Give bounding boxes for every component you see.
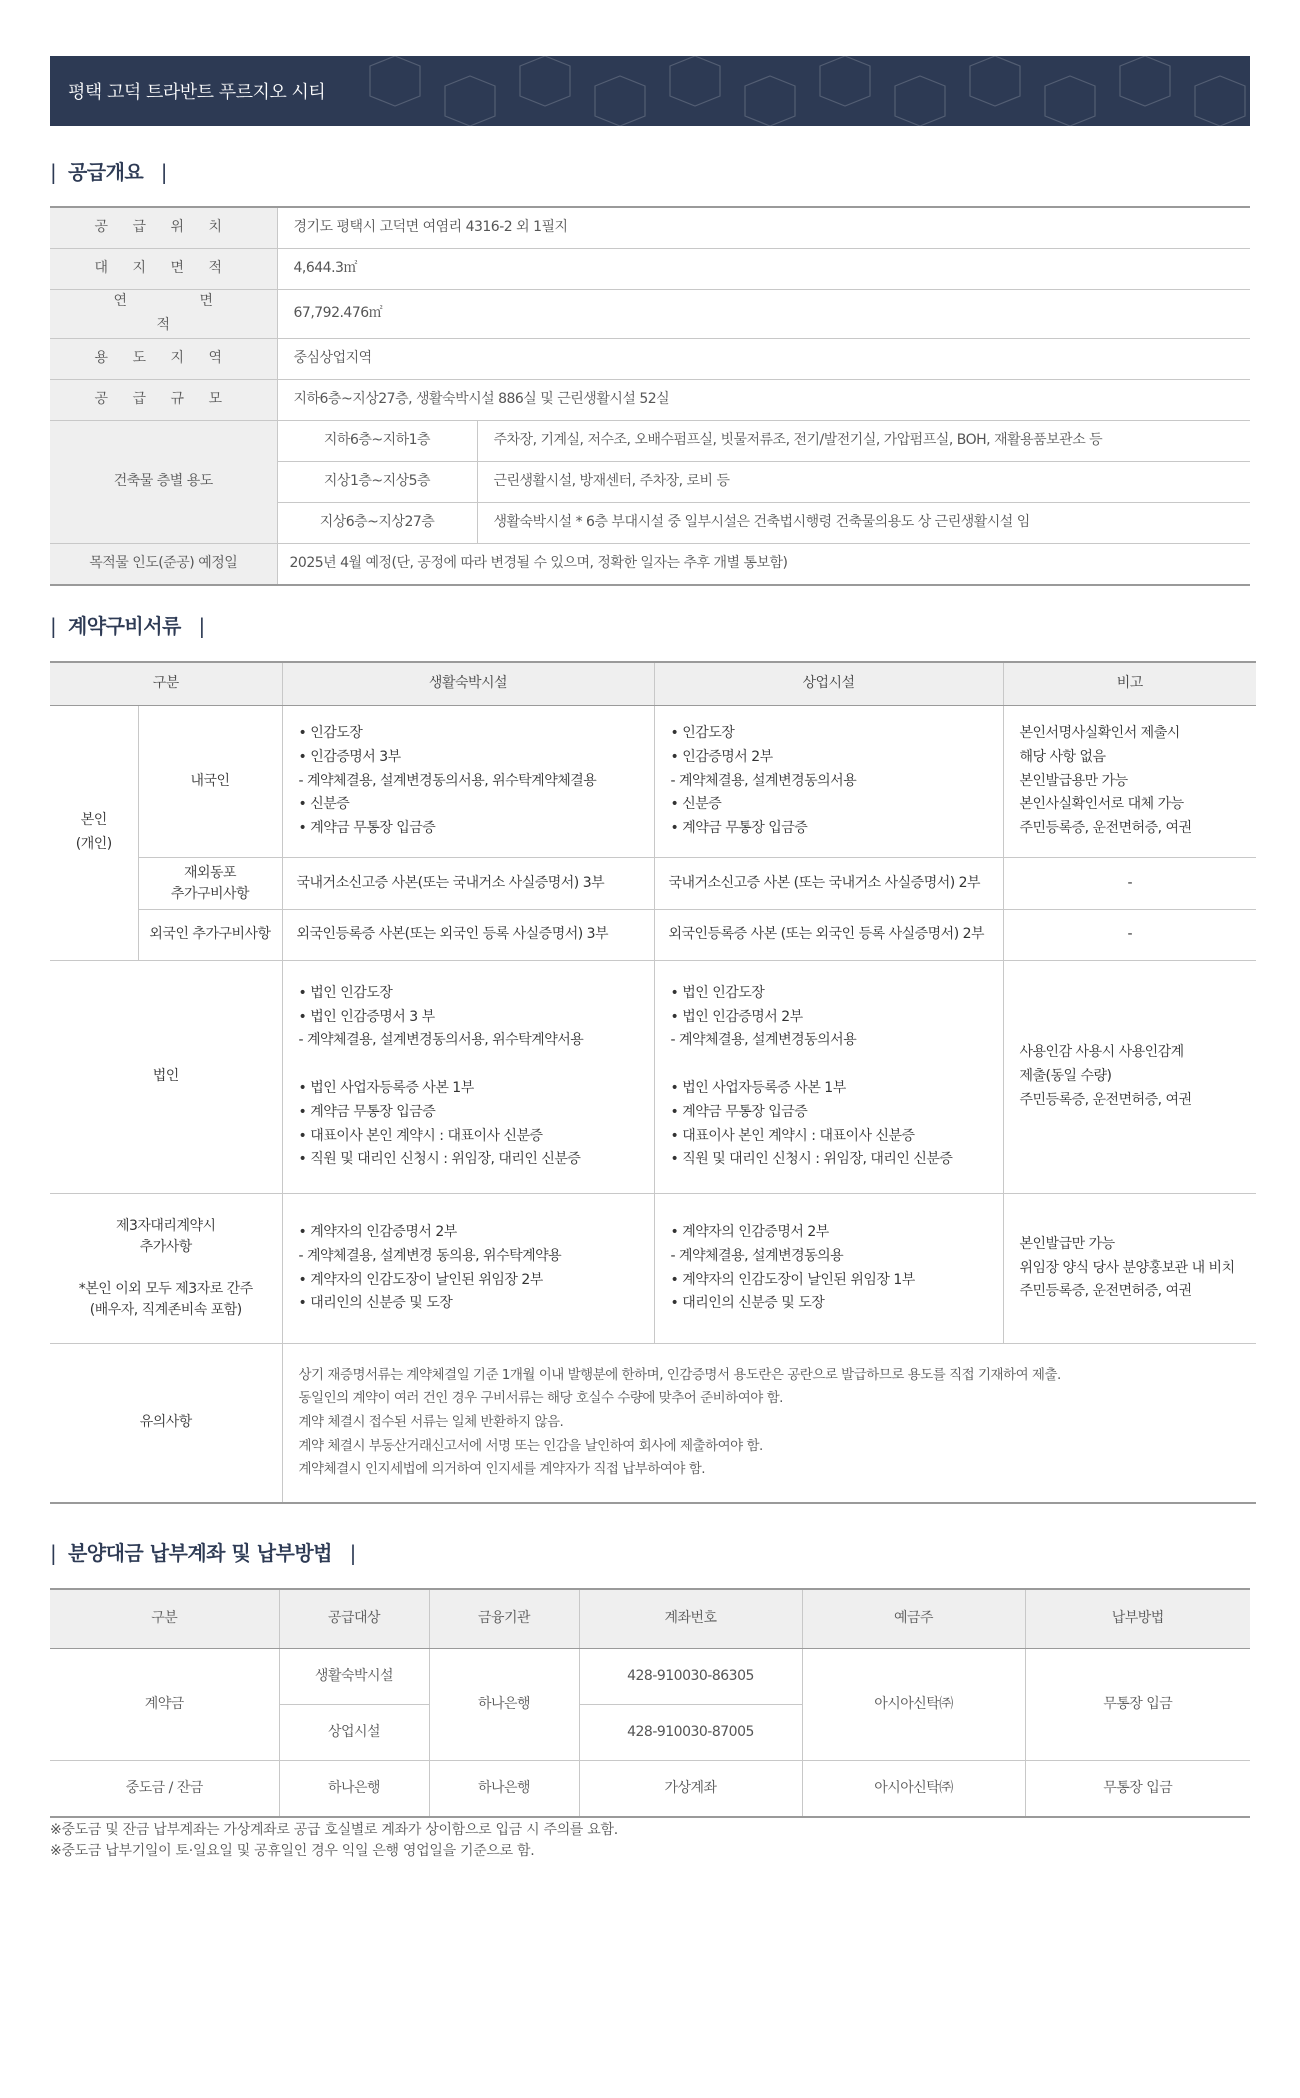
floor-use: 생활숙박시설 * 6층 부대시설 중 일부시설은 건축법시행령 건축물의용도 상 근린생활시설 임 xyxy=(477,502,1250,543)
foreigner-commercial: 외국인등록증 사본 (또는 외국인 등록 사실증명서) 2부 xyxy=(654,910,1003,961)
interim-method: 무통장 입금 xyxy=(1025,1761,1250,1818)
interim-target: 하나은행 xyxy=(279,1761,429,1818)
row-label: 연 면 적 xyxy=(50,290,277,339)
deposit-account-residence: 428-910030-86305 xyxy=(579,1649,802,1705)
floor-range: 지상1층~지상5층 xyxy=(277,461,477,502)
table-row xyxy=(50,379,1250,420)
foreigner-residence: 외국인등록증 사본(또는 외국인 등록 사실증명서) 3부 xyxy=(282,910,654,961)
interim-bank: 하나은행 xyxy=(429,1761,579,1818)
row-value: 중심상업지역 xyxy=(277,338,1250,379)
overseas-residence: 국내거소신고증 사본(또는 국내거소 사실증명서) 3부 xyxy=(282,858,654,910)
header-bank: 금융기관 xyxy=(429,1589,579,1649)
table-header-row xyxy=(50,1589,1250,1649)
deposit-target-commercial: 상업시설 xyxy=(279,1705,429,1761)
section-title-supply: | 공급개요 | xyxy=(50,160,168,184)
supply-overview-table xyxy=(50,206,1250,586)
table-row xyxy=(50,1344,1256,1503)
header-account: 계좌번호 xyxy=(579,1589,802,1649)
row-value: 67,792.476㎡ xyxy=(277,290,1250,339)
deposit-label: 계약금 xyxy=(50,1649,279,1761)
row-value: 4,644.3㎡ xyxy=(277,249,1250,290)
row-value: 경기도 평택시 고덕면 여염리 4316-2 외 1필지 xyxy=(277,207,1250,249)
table-row xyxy=(50,543,1250,585)
row-label: 대 지 면 적 xyxy=(50,249,277,290)
domestic-residence: • 인감도장 • 인감증명서 3부 - 계약체결용, 설계변경동의서용, 위수탁계약체결용 • 신분증 • 계약금 무통장 입금증 xyxy=(282,706,654,858)
table-row xyxy=(50,290,1250,339)
overseas-commercial: 국내거소신고증 사본 (또는 국내거소 사실증명서) 2부 xyxy=(654,858,1003,910)
corporate-commercial: • 법인 인감도장 • 법인 인감증명서 2부 - 계약체결용, 설계변경동의서용 • 법인 사업자등록증 사본 1부 • 계약금 무통장 입금증 • 대표이사 본인 계약시 : 대표이사 신분증 • 직원 및 대리인 신청시 : 위임장, 대리인 신분증 xyxy=(654,961,1003,1194)
header-residence: 생활숙박시설 xyxy=(282,662,654,706)
floor-range: 지상6층~지상27층 xyxy=(277,502,477,543)
table-row xyxy=(50,910,1256,961)
row-label: 목적물 인도(준공) 예정일 xyxy=(50,543,277,585)
domestic-remarks: 본인서명사실확인서 제출시 해당 사항 없음 본인발급용만 가능 본인사실확인서로 대체 가능 주민등록증, 운전면허증, 여권 xyxy=(1003,706,1256,858)
header-method: 납부방법 xyxy=(1025,1589,1250,1649)
header-target: 공급대상 xyxy=(279,1589,429,1649)
overseas-label: 재외동포 추가구비사항 xyxy=(138,858,282,910)
section-title-payment: | 분양대금 납부계좌 및 납부방법 | xyxy=(50,1541,356,1565)
domestic-commercial: • 인감도장 • 인감증명서 2부 - 계약체결용, 설계변경동의서용 • 신분증 • 계약금 무통장 입금증 xyxy=(654,706,1003,858)
table-row xyxy=(50,961,1256,1194)
table-row xyxy=(50,858,1256,910)
third-party-label: 제3자대리계약시 추가사항 *본인 이외 모두 제3자로 간주 (배우자, 직계존비속 포함) xyxy=(50,1194,282,1344)
deposit-bank: 하나은행 xyxy=(429,1649,579,1761)
table-row xyxy=(50,1194,1256,1344)
domestic-label: 내국인 xyxy=(138,706,282,858)
floor-range: 지하6층~지하1층 xyxy=(277,420,477,461)
third-party-remarks: 본인발급만 가능 위임장 양식 당사 분양홍보관 내 비치 주민등록증, 운전면허증, 여권 xyxy=(1003,1194,1256,1344)
table-header-row xyxy=(50,662,1256,706)
foreigner-label: 외국인 추가구비사항 xyxy=(138,910,282,961)
deposit-target-residence: 생활숙박시설 xyxy=(279,1649,429,1705)
footnote: ※중도금 및 잔금 납부계좌는 가상계좌로 공급 호실별로 계좌가 상이함으로 입금 시 주의를 요함. xyxy=(50,1822,618,1838)
corporate-label: 법인 xyxy=(50,961,282,1194)
floor-use: 근린생활시설, 방재센터, 주차장, 로비 등 xyxy=(477,461,1250,502)
row-label: 공 급 규 모 xyxy=(50,379,277,420)
overseas-remarks: - xyxy=(1003,858,1256,910)
third-party-commercial: • 계약자의 인감증명서 2부 - 계약체결용, 설계변경동의용 • 계약자의 인감도장이 날인된 위임장 1부 • 대리인의 신분증 및 도장 xyxy=(654,1194,1003,1344)
payment-account-table xyxy=(50,1588,1250,1818)
notes-text: 상기 재증명서류는 계약체결일 기준 1개월 이내 발행분에 한하며, 인감증명서 용도란은 공란으로 발급하므로 용도를 직접 기재하여 제출. 동일인의 계약이 여러 건인 경우 구비서류는 해당 호실수 수량에 맞추어 준비하여야 함. 계약 체결시 접수된 서류는 일체 반환하지 않음. 계약 체결시 부동산거래신고서에 서명 또는 인감을 날인하여 회사에 제출하여야 함. 계약체결시 인지세법에 의거하여 인지세를 계약자가 직접 납부하여야 함. xyxy=(282,1344,1256,1503)
header-category: 구분 xyxy=(50,1589,279,1649)
row-label: 용 도 지 역 xyxy=(50,338,277,379)
interim-label: 중도금 / 잔금 xyxy=(50,1761,279,1818)
header-commercial: 상업시설 xyxy=(654,662,1003,706)
foreigner-remarks: - xyxy=(1003,910,1256,961)
header-holder: 예금주 xyxy=(802,1589,1025,1649)
footnote: ※중도금 납부기일이 토·일요일 및 공휴일인 경우 익일 은행 영업일을 기준으로 함. xyxy=(50,1843,535,1859)
contract-documents-table xyxy=(50,661,1256,1504)
table-row xyxy=(50,207,1250,249)
deposit-method: 무통장 입금 xyxy=(1025,1649,1250,1761)
table-row xyxy=(50,1649,1250,1705)
third-party-residence: • 계약자의 인감증명서 2부 - 계약체결용, 설계변경 동의용, 위수탁계약용 • 계약자의 인감도장이 날인된 위임장 2부 • 대리인의 신분증 및 도장 xyxy=(282,1194,654,1344)
banner-title: 평택 고덕 트라반트 푸르지오 시티 xyxy=(68,82,326,103)
interim-account: 가상계좌 xyxy=(579,1761,802,1818)
row-label: 공 급 위 치 xyxy=(50,207,277,249)
table-row xyxy=(50,420,1250,461)
table-row xyxy=(50,1761,1250,1818)
hexagon-pattern xyxy=(350,56,1250,126)
notes-label: 유의사항 xyxy=(50,1344,282,1503)
header-remarks: 비고 xyxy=(1003,662,1256,706)
individual-label: 본인 (개인) xyxy=(50,706,138,961)
row-value: 지하6층~지상27층, 생활숙박시설 886실 및 근린생활시설 52실 xyxy=(277,379,1250,420)
banner xyxy=(50,56,1250,126)
row-label: 건축물 층별 용도 xyxy=(50,420,277,543)
interim-holder: 아시아신탁㈜ xyxy=(802,1761,1025,1818)
table-row xyxy=(50,338,1250,379)
table-row xyxy=(50,706,1256,858)
floor-use: 주차장, 기계실, 저수조, 오배수펌프실, 빗물저류조, 전기/발전기실, 가압펌프실, BOH, 재활용품보관소 등 xyxy=(477,420,1250,461)
section-title-documents: | 계약구비서류 | xyxy=(50,614,205,638)
corporate-remarks: 사용인감 사용시 사용인감계 제출(동일 수량) 주민등록증, 운전면허증, 여권 xyxy=(1003,961,1256,1194)
header-category: 구분 xyxy=(50,662,282,706)
deposit-holder: 아시아신탁㈜ xyxy=(802,1649,1025,1761)
table-row xyxy=(50,249,1250,290)
row-value: 2025년 4월 예정(단, 공정에 따라 변경될 수 있으며, 정확한 일자는 추후 개별 통보함) xyxy=(277,543,1250,585)
deposit-account-commercial: 428-910030-87005 xyxy=(579,1705,802,1761)
corporate-residence: • 법인 인감도장 • 법인 인감증명서 3 부 - 계약체결용, 설계변경동의서용, 위수탁계약서용 • 법인 사업자등록증 사본 1부 • 계약금 무통장 입금증 • 대표이사 본인 계약시 : 대표이사 신분증 • 직원 및 대리인 신청시 : 위임장, 대리인 신분증 xyxy=(282,961,654,1194)
payment-footnotes xyxy=(50,1820,618,1862)
